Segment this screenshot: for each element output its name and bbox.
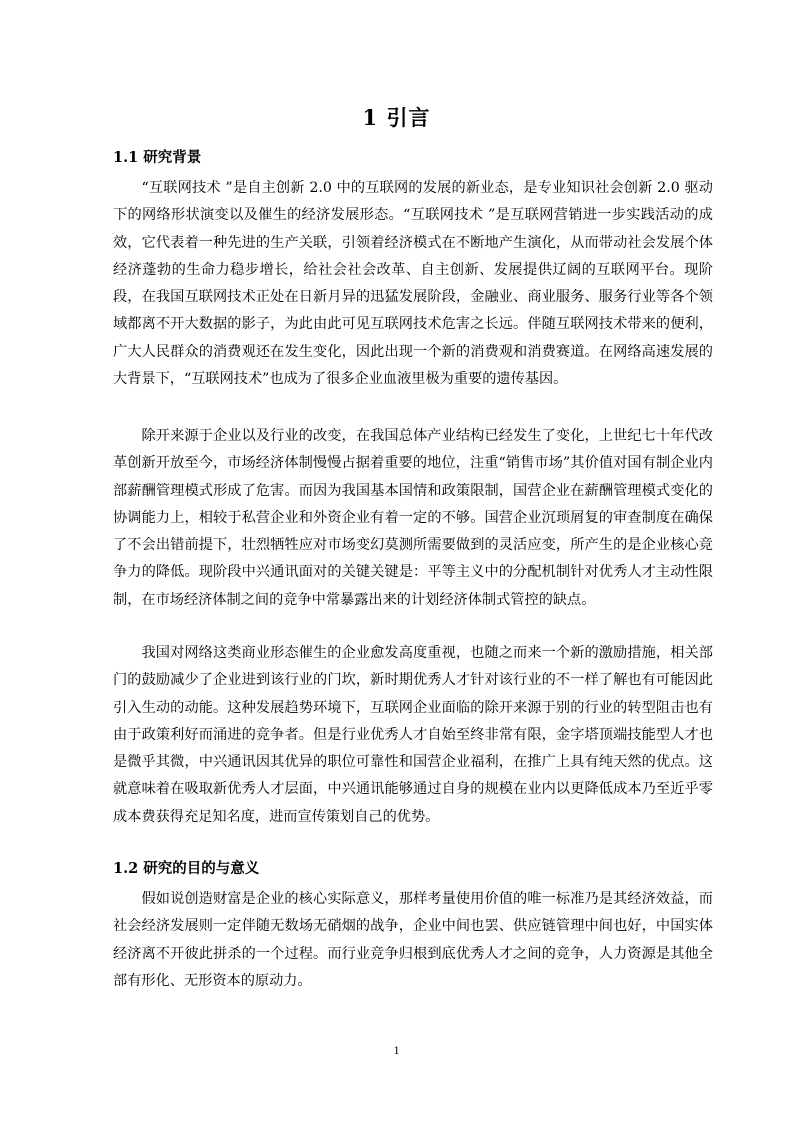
paragraph: “互联网技术 ”是自主创新 2.0 中的互联网的发展的新业态，是专业知识社会创新 2.0 驱动下的网络形状演变以及催生的经济发展形态。“互联网技术 ”是互联网营销进一步实践活动的成效，它代表着一种先进的生产关联，引领着经济模式在不断地产生演化，从而带动社会发展个体经济蓬勃的生命力稳步增长，给社会社会改革、自主创新、发展提供辽阔的互联网平台。现阶段，在我国互联网技术正处在日新月异的迅猛发展阶段，金融业、商业服务、服务行业等各个领域都离不开大数据的影子，为此由此可见互联网技术危害之长远。伴随互联网技术带来的便利，广大人民群众的消费观还在发生变化，因此出现一个新的消费观和消费赛道。在网络高速发展的大背景下，“互联网技术”也成为了很多企业血液里极为重要的遗传基因。 <box>113 180 713 388</box>
section-heading-background: 1.1 研究背景 <box>113 149 202 166</box>
page-number: 1 <box>393 1043 400 1057</box>
chapter-title: 1 引言 <box>362 105 431 130</box>
paragraph: 除开来源于企业以及行业的改变，在我国总体产业结构已经发生了变化，上世纪七十年代改革创新开放至今，市场经济体制慢慢占据着重要的地位，注重“销售市场”其价值对国有制企业内部薪酬管理模式形成了危害。而因为我国基本国情和政策限制，国营企业在薪酬管理模式变化的协调能力上，相较于私营企业和外资企业有着一定的不够。国营企业沉琐屑复的审查制度在确保了不会出错前提下，壮烈牺牲应对市场变幻莫测所需要做到的灵活应变，所产生的是企业核心竞争力的降低。现阶段中兴通讯面对的关键关键是：平等主义中的分配机制针对优秀人才主动性限制，在市场经济体制之间的竞争中常暴露出来的计划经济体制式管控的缺点。 <box>113 428 713 608</box>
paragraph: 假如说创造财富是企业的核心实际意义，那样考量使用价值的唯一标准乃是其经济效益，而社会经济发展则一定伴随无数场无硝烟的战争，企业中间也罢、供应链管理中间也好，中国实体经济离不开彼此拼杀的一个过程。而行业竞争归根到底优秀人才之间的竞争，人力资源是其他全部有形化、无形资本的原动力。 <box>113 891 713 989</box>
section-heading-purpose: 1.2 研究的目的与意义 <box>113 860 260 877</box>
paragraph: 我国对网络这类商业形态催生的企业愈发高度重视，也随之而来一个新的激励措施，相关部门的鼓励减少了企业进到该行业的门坎，新时期优秀人才针对该行业的不一样了解也有可能因此引入生动的动能。这种发展趋势环境下，互联网企业面临的除开来源于别的行业的转型阻击也有由于政策利好而涌进的竞争者。但是行业优秀人才自始至终非常有限，金字塔顶端技能型人才也是微乎其微，中兴通讯因其优异的职位可靠性和国营企业福利，在推广上具有纯天然的优点。这就意味着在吸取新优秀人才层面，中兴通讯能够通过自身的规模在业内以更降低成本乃至近乎零成本费获得充足知名度，进而宣传策划自己的优势。 <box>113 645 713 825</box>
